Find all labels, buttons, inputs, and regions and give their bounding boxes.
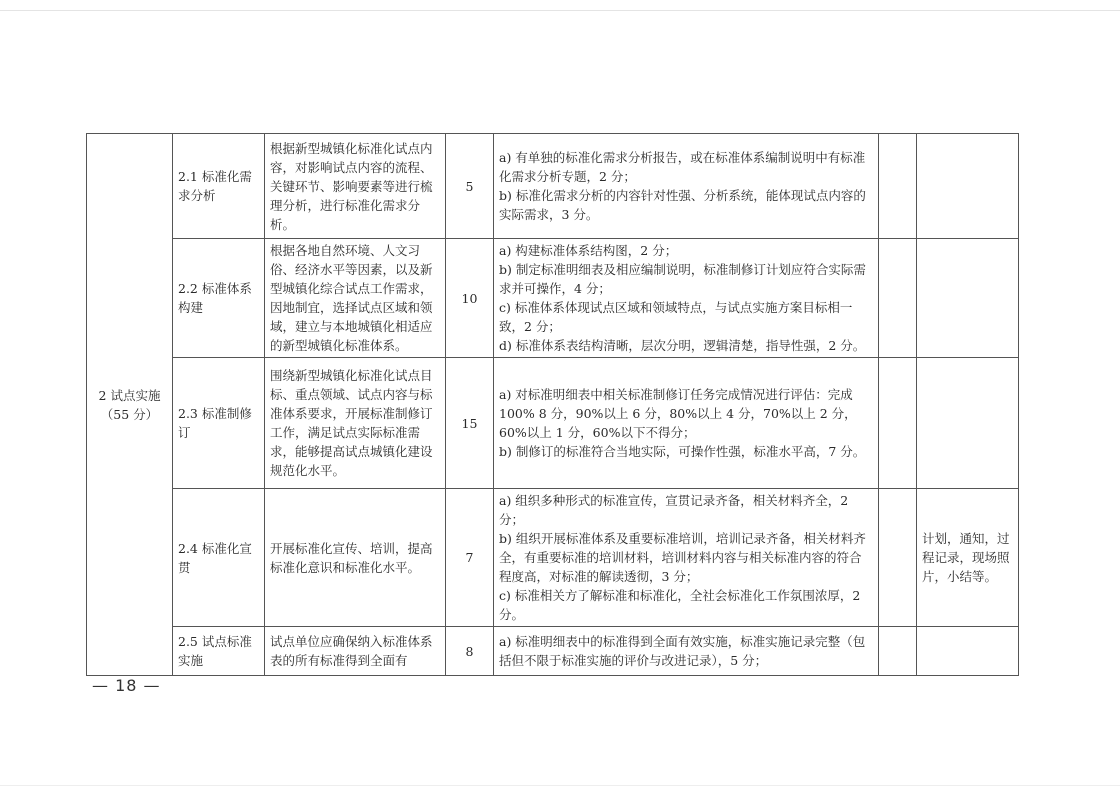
- evidence-cell: 计划，通知，过程记录，现场照片，小结等。: [917, 489, 1019, 627]
- evidence-cell: [917, 358, 1019, 489]
- requirement-text: 根据各地自然环境、人文习俗、经济水平等因素，以及新型城镇化综合试点工作需求，因地制宜，选择试点区域和领域，建立与本地城镇化相适应的新型城镇化标准体系。: [270, 243, 433, 353]
- criteria-line: b) 制定标准明细表及相应编制说明，标准制修订计划应符合实际需求并可操作，4 分；: [499, 262, 866, 296]
- criteria-line: a) 对标准明细表中相关标准制修订任务完成情况进行评估：完成 100% 8 分，90%以上 6 分，80%以上 4 分，70%以上 2 分，60%以上 1 分，60%以下不得分；: [499, 387, 857, 440]
- score-cell: 5: [446, 134, 494, 239]
- page-bottom-edge: [0, 785, 1120, 786]
- table-row: [87, 489, 1019, 627]
- table-row: [87, 627, 1019, 676]
- requirement-text: 开展标准化宣传、培训，提高标准化意识和标准化水平。: [270, 540, 433, 575]
- table-row: [87, 134, 1019, 239]
- blank-cell: [879, 134, 917, 239]
- requirement-text: 围绕新型城镇化标准化试点目标、重点领域、试点内容与标准体系要求，开展标准制修订工作，满足试点实际标准需求，能够提高试点城镇化建设规范化水平。: [270, 368, 433, 478]
- blank-cell: [879, 358, 917, 489]
- category-cell: [87, 134, 173, 676]
- requirement-text: 试点单位应确保纳入标准体系表的所有标准得到全面有: [270, 634, 433, 668]
- criteria-cell: [494, 134, 879, 239]
- page-number: — 18 —: [92, 676, 161, 695]
- criteria-cell: [494, 489, 879, 627]
- score-cell: 8: [446, 627, 494, 676]
- evaluation-table: [86, 133, 1019, 676]
- criteria-line: b) 组织开展标准体系及重要标准培训，培训记录齐备，相关材料齐全，有重要标准的培训材料，培训材料内容与相关标准内容的符合程度高，对标准的解读透彻，3 分；: [499, 531, 866, 584]
- table-row: [87, 358, 1019, 489]
- criteria-cell: [494, 239, 879, 358]
- page-top-edge: [0, 10, 1120, 11]
- score-cell: 15: [446, 358, 494, 489]
- criteria-line: b) 制修订的标准符合当地实际，可操作性强，标准水平高，7 分。: [499, 444, 866, 459]
- criteria-line: a) 有单独的标准化需求分析报告，或在标准体系编制说明中有标准化需求分析专题，2 分；: [499, 150, 866, 184]
- blank-cell: [879, 489, 917, 627]
- blank-cell: [879, 627, 917, 676]
- evidence-cell: [917, 134, 1019, 239]
- criteria-line: c) 标准相关方了解标准和标准化，全社会标准化工作氛围浓厚，2 分。: [499, 588, 861, 622]
- criteria-line: a) 组织多种形式的标准宣传，宣贯记录齐备，相关材料齐全，2 分；: [499, 493, 849, 527]
- requirement-cell: [265, 134, 446, 239]
- score-cell: 7: [446, 489, 494, 627]
- category-label: 2 试点实施: [98, 387, 161, 403]
- criteria-line: b) 标准化需求分析的内容针对性强、分析系统，能体现试点内容的实际需求，3 分。: [499, 188, 866, 222]
- evidence-cell: [917, 239, 1019, 358]
- requirement-cell: [265, 358, 446, 489]
- item-name-cell: 2.2 标准体系构建: [173, 239, 265, 358]
- requirement-cell: [265, 239, 446, 358]
- evidence-cell: [917, 627, 1019, 676]
- blank-cell: [879, 239, 917, 358]
- item-name-cell: 2.1 标准化需求分析: [173, 134, 265, 239]
- criteria-line: a) 标准明细表中的标准得到全面有效实施，标准实施记录完整（包括但不限于标准实施的评价与改进记录），5 分；: [499, 634, 866, 668]
- requirement-cell: [265, 489, 446, 627]
- table-row: [87, 239, 1019, 358]
- category-score: （55 分）: [100, 406, 159, 422]
- criteria-line: d) 标准体系表结构清晰，层次分明，逻辑清楚，指导性强，2 分。: [499, 338, 866, 353]
- requirement-cell: [265, 627, 446, 676]
- criteria-cell: [494, 358, 879, 489]
- criteria-line: c) 标准体系体现试点区域和领域特点，与试点实施方案目标相一致，2 分；: [499, 300, 853, 334]
- item-name-cell: 2.5 试点标准实施: [173, 627, 265, 676]
- item-name-cell: 2.4 标准化宣贯: [173, 489, 265, 627]
- score-cell: 10: [446, 239, 494, 358]
- item-name-cell: 2.3 标准制修订: [173, 358, 265, 489]
- requirement-text: 根据新型城镇化标准化试点内容，对影响试点内容的流程、关键环节、影响要素等进行梳理分析，进行标准化需求分析。: [270, 140, 433, 232]
- criteria-cell: [494, 627, 879, 676]
- criteria-line: a) 构建标准体系结构图，2 分；: [499, 243, 678, 258]
